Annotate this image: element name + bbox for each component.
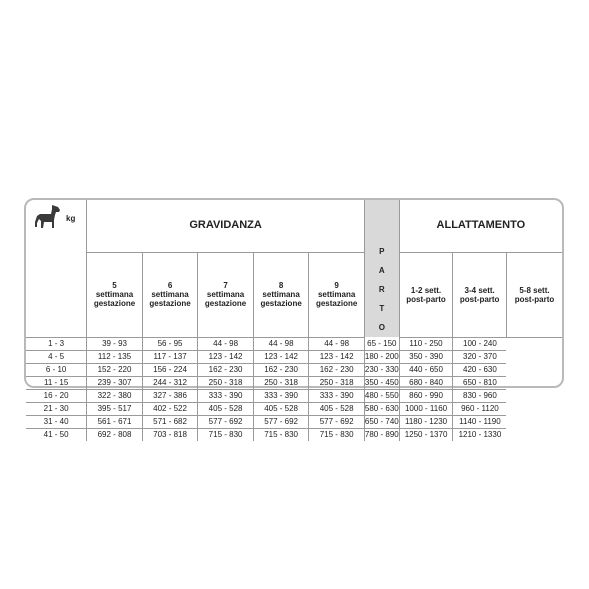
table-cell: 44 - 98 [198, 337, 254, 350]
table-cell: 250 - 318 [198, 376, 254, 389]
allattamento-col-header: 5-8 sett. post-parto [506, 252, 562, 337]
parto-letter: T [379, 304, 385, 313]
table-row [26, 402, 562, 415]
table-cell: 44 - 98 [309, 337, 365, 350]
gravidanza-col-header: 8 settimana gestazione [253, 252, 309, 337]
table-cell: 333 - 390 [198, 389, 254, 402]
feeding-table-card [24, 198, 564, 439]
table-cell: 860 - 990 [399, 389, 453, 402]
table-cell: 39 - 93 [87, 337, 143, 350]
table-cell: 112 - 135 [87, 350, 143, 363]
table-cell: 156 - 224 [142, 363, 198, 376]
parto-letter: A [378, 266, 385, 275]
table-cell: 44 - 98 [253, 337, 309, 350]
table-cell: 41 - 50 [26, 428, 87, 441]
table-cell: 31 - 40 [26, 415, 87, 428]
allattamento-col-header: 3-4 sett. post-parto [453, 252, 507, 337]
table-cell: 715 - 830 [198, 428, 254, 441]
table-cell: 152 - 220 [87, 363, 143, 376]
table-cell: 1210 - 1330 [458, 430, 502, 439]
table-cell: 230 - 330 [364, 365, 399, 374]
table-cell: 123 - 142 [198, 350, 254, 363]
table-cell: 6 - 10 [26, 363, 87, 376]
table-cell: 1250 - 1370 [399, 428, 453, 441]
table-cell: 100 - 240 [453, 337, 507, 350]
table-row [26, 376, 562, 389]
table-cell: 123 - 142 [309, 350, 365, 363]
dog-silhouette-icon [34, 204, 62, 230]
table-cell: 327 - 386 [142, 389, 198, 402]
table-cell: 703 - 818 [142, 428, 198, 441]
table-cell: 162 - 230 [198, 363, 254, 376]
table-cell: 715 - 830 [253, 428, 309, 441]
table-cell: 650 - 810 [453, 376, 507, 389]
gravidanza-col-header: 6 settimana gestazione [142, 252, 198, 337]
table-cell: 350 - 390 [399, 350, 453, 363]
parto-column [364, 200, 399, 337]
table-cell: 11 - 15 [26, 376, 87, 389]
table-cell: 244 - 312 [142, 376, 198, 389]
table-cell: 577 - 692 [309, 415, 365, 428]
table-cell: 110 - 250 [399, 337, 453, 350]
table-cell: 405 - 528 [253, 402, 309, 415]
table-cell: 580 - 630 [364, 404, 399, 413]
table-cell: 333 - 390 [309, 389, 365, 402]
table-cell: 56 - 95 [142, 337, 198, 350]
table-cell: 960 - 1120 [453, 402, 507, 415]
table-cell: 239 - 307 [87, 376, 143, 389]
table-cell: 577 - 692 [198, 415, 254, 428]
table-cell: 692 - 808 [87, 428, 143, 441]
table-cell: 480 - 550 [364, 391, 399, 400]
kg-header [26, 200, 87, 337]
table-row [26, 350, 562, 363]
allattamento-col-header: 1-2 sett. post-parto [399, 252, 453, 337]
table-cell: 16 - 20 [26, 389, 87, 402]
table-cell: 350 - 450 [364, 378, 399, 387]
table-row [26, 428, 562, 441]
table-cell: 162 - 230 [253, 363, 309, 376]
table-row [26, 337, 562, 350]
table-cell: 571 - 682 [142, 415, 198, 428]
parto-letter: O [378, 323, 385, 332]
table-cell: 4 - 5 [26, 350, 87, 363]
table-cell: 577 - 692 [253, 415, 309, 428]
table-cell: 1 - 3 [26, 337, 87, 350]
table-cell: 402 - 522 [142, 402, 198, 415]
table-row [26, 363, 562, 376]
table-cell: 322 - 380 [87, 389, 143, 402]
table-cell: 405 - 528 [309, 402, 365, 415]
table-cell: 250 - 318 [309, 376, 365, 389]
gravidanza-header: GRAVIDANZA [87, 200, 365, 252]
table-row [26, 389, 562, 402]
table-cell: 395 - 517 [87, 402, 143, 415]
gravidanza-col-header: 9 settimana gestazione [309, 252, 365, 337]
table-cell: 405 - 528 [198, 402, 254, 415]
kg-label: kg [66, 214, 76, 223]
table-cell: 1000 - 1160 [399, 402, 453, 415]
table-cell: 1140 - 1190 [453, 415, 507, 428]
table-cell: 117 - 137 [142, 350, 198, 363]
table-row [26, 415, 562, 428]
gravidanza-col-header: 7 settimana gestazione [198, 252, 254, 337]
table-cell: 830 - 960 [453, 389, 507, 402]
feeding-table [26, 200, 562, 441]
table-cell: 440 - 650 [399, 363, 453, 376]
table-cell: 320 - 370 [453, 350, 507, 363]
table-cell: 162 - 230 [309, 363, 365, 376]
table-cell: 680 - 840 [399, 376, 453, 389]
parto-letter: P [379, 247, 385, 256]
table-cell: 561 - 671 [87, 415, 143, 428]
gravidanza-col-header: 5 settimana gestazione [87, 252, 143, 337]
table-cell: 715 - 830 [309, 428, 365, 441]
table-cell: 780 - 890 [364, 430, 399, 439]
table-cell: 180 - 200 [364, 352, 399, 361]
parto-letter: R [378, 285, 385, 294]
table-cell: 333 - 390 [253, 389, 309, 402]
allattamento-header: ALLATTAMENTO [399, 200, 562, 252]
table-cell: 123 - 142 [253, 350, 309, 363]
table-cell: 65 - 150 [364, 337, 399, 350]
table-cell: 420 - 630 [453, 363, 507, 376]
table-cell: 21 - 30 [26, 402, 87, 415]
table-cell: 650 - 740 [364, 417, 399, 426]
table-cell: 250 - 318 [253, 376, 309, 389]
table-cell: 1180 - 1230 [399, 415, 453, 428]
